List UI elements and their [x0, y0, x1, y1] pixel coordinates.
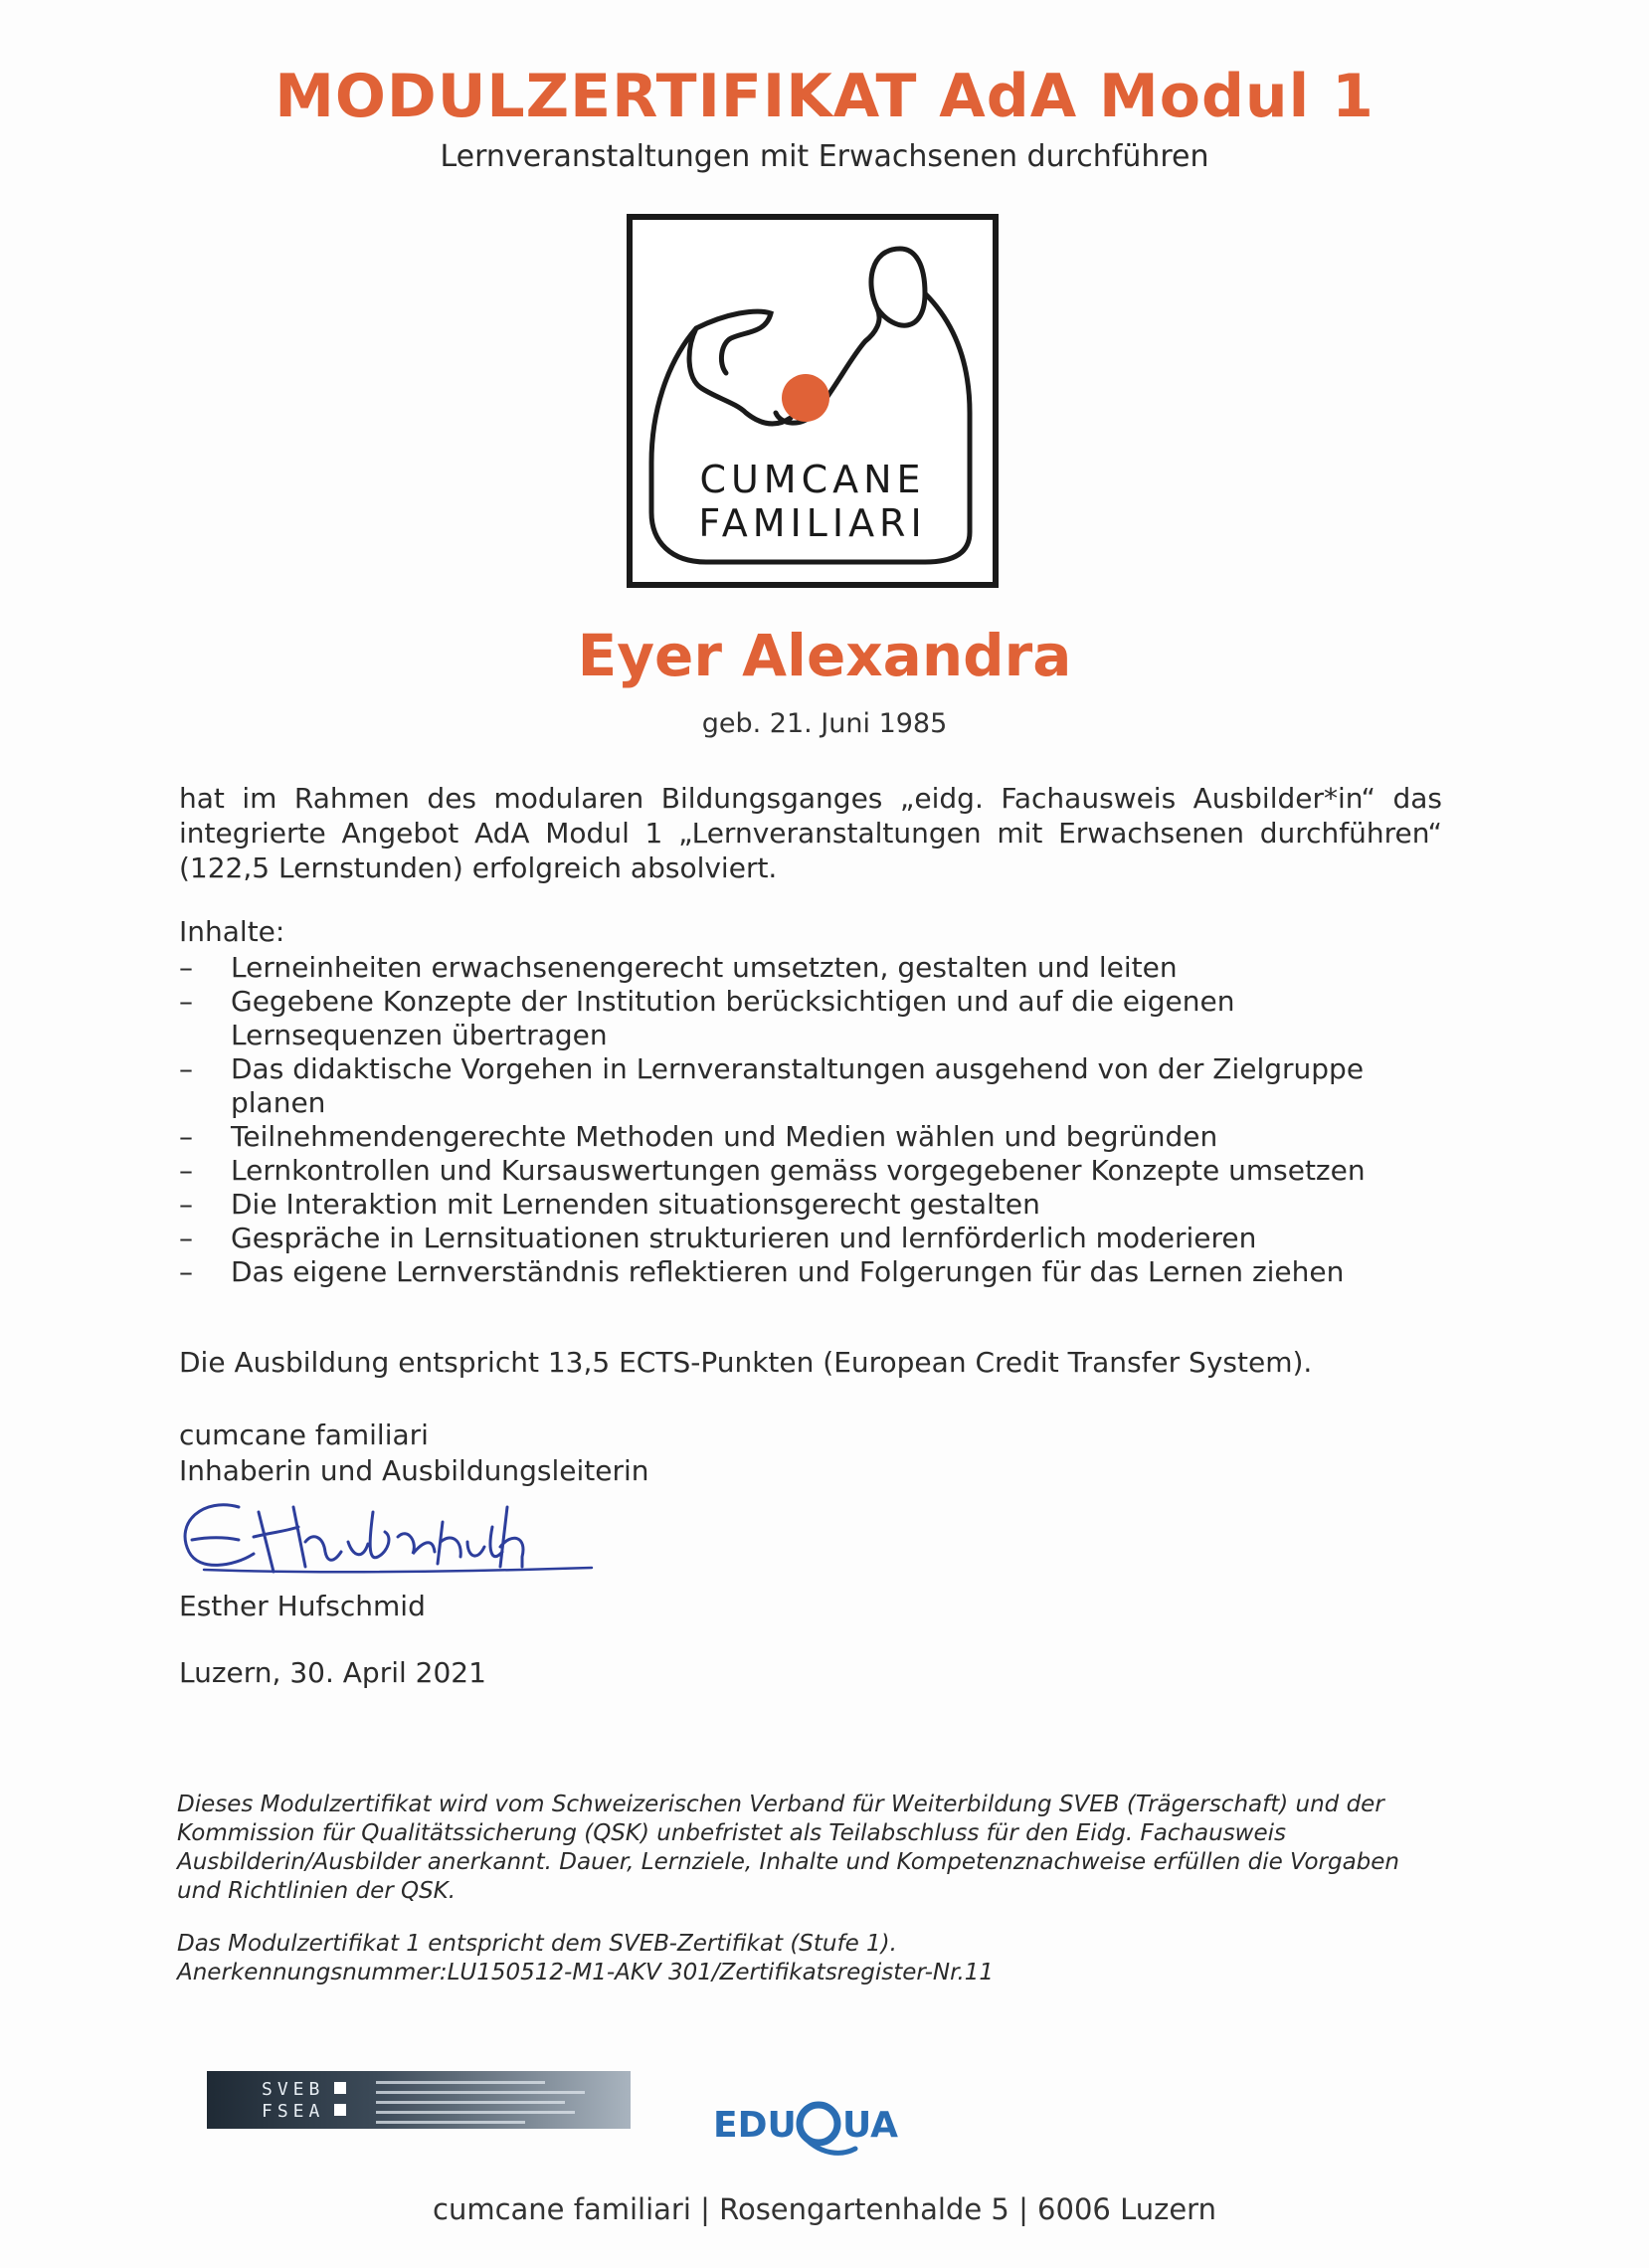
place-date: Luzern, 30. April 2021: [179, 1656, 486, 1689]
issuer-block: [179, 1418, 649, 1489]
handwritten-signature: [164, 1482, 602, 1592]
list-item: – Lernkontrollen und Kursauswertungen gemäss vorgegebener Konzepte umsetzen: [179, 1154, 1366, 1187]
cumcane-familiari-logo: [627, 214, 999, 588]
recognition-note: Dieses Modulzertifikat wird vom Schweizerischen Verband für Weiterbildung SVEB (Trägerschaft) und der Kommission für Qualitätssicherung (QSK) unbefristet als Teilabschluss für den Eidg. Fachausweis Ausbilderin/Ausbilder anerkannt. Dauer, Lernziele, Inhalte und Kompetenznachweise erfüllen die Vorgaben und Richtlinien der QSK.: [177, 1792, 1399, 1904]
registration-line: Anerkennungsnummer:LU150512-M1-AKV 301/Zertifikatsregister-Nr.11: [177, 1960, 995, 1985]
certificate-statement: hat im Rahmen des modularen Bildungsganges „eidg. Fachausweis Ausbilder*in“ das integrierte Angebot AdA Modul 1 „Lernveranstaltungen mit Erwachsenen durchführen“ (122,5 Lernstunden) erfolgreich absolviert.: [179, 782, 1442, 884]
sveb-level-line: Das Modulzertifikat 1 entspricht dem SVEB-Zertifikat (Stufe 1).: [177, 1931, 897, 1957]
recipient-birth: geb. 21. Juni 1985: [701, 708, 948, 739]
issuer-org: cumcane familiari: [179, 1418, 429, 1451]
footer-address: cumcane familiari | Rosengartenhalde 5 | 6006 Luzern: [433, 2192, 1216, 2226]
eduqua-left-text: EDU: [713, 2105, 797, 2146]
list-item: – Lerneinheiten erwachsenengerecht umsetzten, gestalten und leiten: [179, 951, 1178, 984]
fsea-square-icon: [334, 2104, 346, 2116]
eduqua-right-text: UA: [842, 2105, 898, 2146]
logo-text-line2: FAMILIARI: [698, 501, 927, 545]
sveb-fsea-logo: [207, 2071, 631, 2129]
logo-ball: [782, 374, 829, 422]
certificate-title: MODULZERTIFIKAT AdA Modul 1: [275, 62, 1374, 131]
list-item: – Das didaktische Vorgehen in Lernveranstaltungen ausgehend von der Zielgruppe planen: [179, 1052, 1365, 1119]
list-item: – Die Interaktion mit Lernenden situationsgerecht gestalten: [179, 1188, 1040, 1221]
contents-list: [179, 951, 1472, 1289]
sveb-note: [177, 1930, 1440, 1987]
contents-section: [179, 915, 1472, 1289]
list-item: – Gegebene Konzepte der Institution berücksichtigen und auf die eigenen Lernsequenzen übertragen: [179, 985, 1235, 1051]
issuer-role: Inhaberin und Ausbildungsleiterin: [179, 1454, 649, 1487]
contents-heading: Inhalte:: [179, 915, 285, 948]
recipient-name: Eyer Alexandra: [577, 622, 1072, 689]
list-item: – Das eigene Lernverständnis reflektieren und Folgerungen für das Lernen ziehen: [179, 1255, 1345, 1288]
ects-statement: Die Ausbildung entspricht 13,5 ECTS-Punkten (European Credit Transfer System).: [179, 1346, 1313, 1379]
signer-name: Esther Hufschmid: [179, 1590, 426, 1622]
list-item: – Gespräche in Lernsituationen strukturieren und lernförderlich moderieren: [179, 1222, 1257, 1254]
eduqua-logo: [711, 2089, 940, 2159]
fsea-label: FSEA: [262, 2101, 325, 2122]
list-item: – Teilnehmendengerechte Methoden und Medien wählen und begründen: [179, 1120, 1218, 1153]
sveb-label: SVEB: [262, 2079, 325, 2100]
certificate-subtitle: Lernveranstaltungen mit Erwachsenen durchführen: [440, 139, 1209, 174]
logo-text-line1: CUMCANE: [699, 458, 926, 501]
sveb-square-icon: [334, 2082, 346, 2094]
